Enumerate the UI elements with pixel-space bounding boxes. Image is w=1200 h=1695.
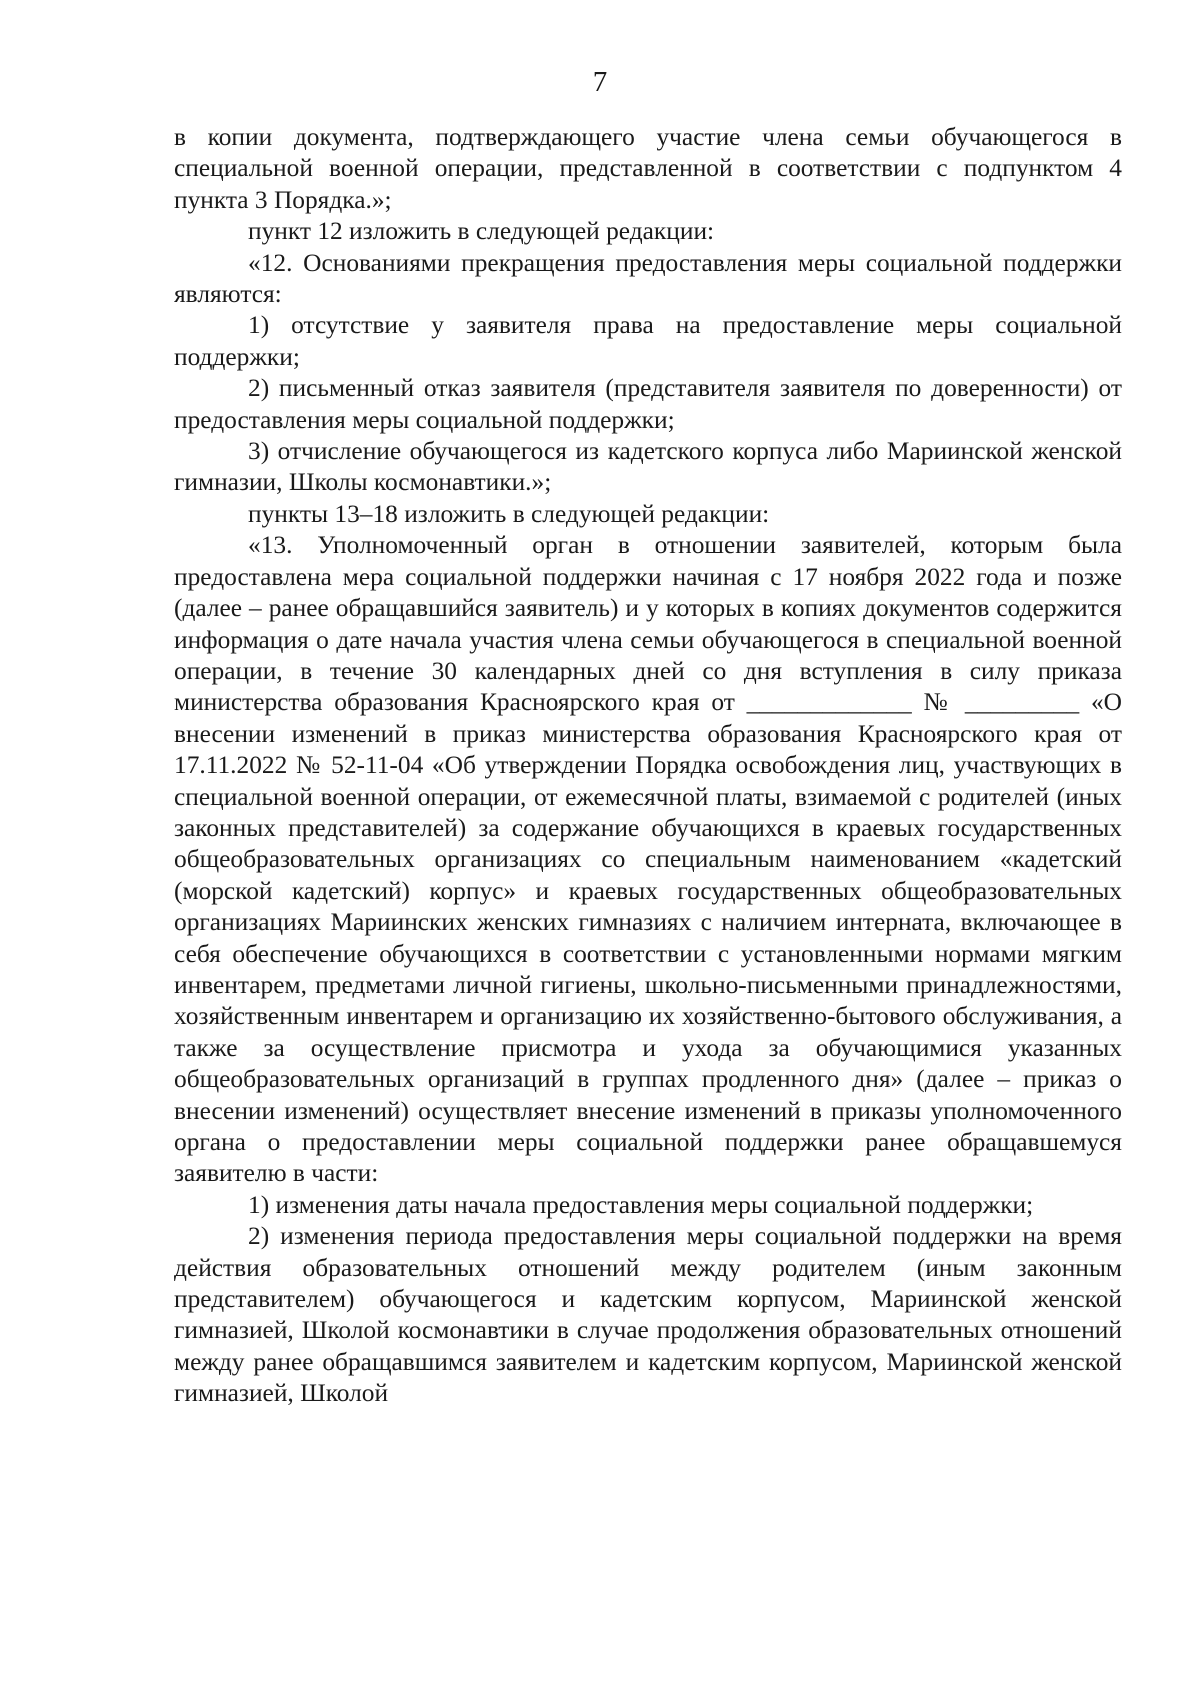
paragraph-document-copy: в копии документа, подтверждающего участие члена семьи обучающегося в специальной военной операции, представленной в соответствии с подпунктом 4 пункта 3 Порядка.»;	[174, 123, 1122, 214]
paragraph-item-13: «13. Уполномоченный орган в отношении заявителей, которым была предоставлена мера социальной поддержки начиная с 17 ноября 2022 года и позже (далее – ранее обращавшийся заявитель) и у которых в копиях документов содержится информация о дате начала участия члена семьи обучающегося в специальной военной операции, в течение 30 календарных дней со дня вступления в силу приказа министерства образования Красноярского края от _____________ № _________ «О внесении изменений в приказ министерства образования Красноярского края от 17.11.2022 № 52-11-04 «Об утверждении Порядка освобождения лиц, участвующих в специальной военной операции, от ежемесячной платы, взимаемой с родителей (иных законных представителей) за содержание обучающихся в краевых государственных общеобразовательных организациях со специальным наименованием «кадетский (морской кадетский) корпус» и краевых государственных общеобразовательных организациях Мариинских женских гимназиях с наличием интерната, включающее в себя обеспечение обучающихся в соответствии с установленными нормами мягким инвентарем, предметами личной гигиены, школьно-письменными принадлежностями, хозяйственным инвентарем и организацию их хозяйственно-бытового обслуживания, а также за осуществление присмотра и ухода за обучающимися указанных общеобразовательных организаций в группах продленного дня» (далее – приказ о внесении изменений) осуществляет внесение изменений в приказы уполномоченного органа о предоставлении меры социальной поддержки ранее обращавшемуся заявителю в части:	[174, 531, 1122, 1188]
paragraph-ground-1: 1) отсутствие у заявителя права на предоставление меры социальной поддержки;	[174, 311, 1122, 371]
page-number: 7	[592, 66, 608, 98]
paragraph-items-13-18-intro: пункты 13–18 изложить в следующей редакции:	[248, 499, 770, 528]
paragraph-ground-2: 2) письменный отказ заявителя (представителя заявителя по доверенности) от предоставления меры социальной поддержки;	[174, 374, 1122, 434]
paragraph-change-1: 1) изменения даты начала предоставления меры социальной поддержки;	[248, 1190, 1034, 1219]
paragraph-change-2: 2) изменения периода предоставления меры социальной поддержки на время действия образовательных отношений между родителем (иным законным представителем) обучающегося и кадетским корпусом, Мариинской женской гимназией, Школой космонавтики в случае продолжения образовательных отношений между ранее обращавшимся заявителем и кадетским корпусом, Мариинской женской гимназией, Школой	[174, 1222, 1122, 1408]
paragraph-item-12-grounds: «12. Основаниями прекращения предоставления меры социальной поддержки являются:	[174, 248, 1122, 309]
document-body	[174, 122, 1122, 1410]
paragraph-item-12-intro: пункт 12 изложить в следующей редакции:	[248, 217, 715, 246]
paragraph-ground-3: 3) отчисление обучающегося из кадетского корпуса либо Мариинской женской гимназии, Школы космонавтики.»;	[174, 437, 1122, 497]
